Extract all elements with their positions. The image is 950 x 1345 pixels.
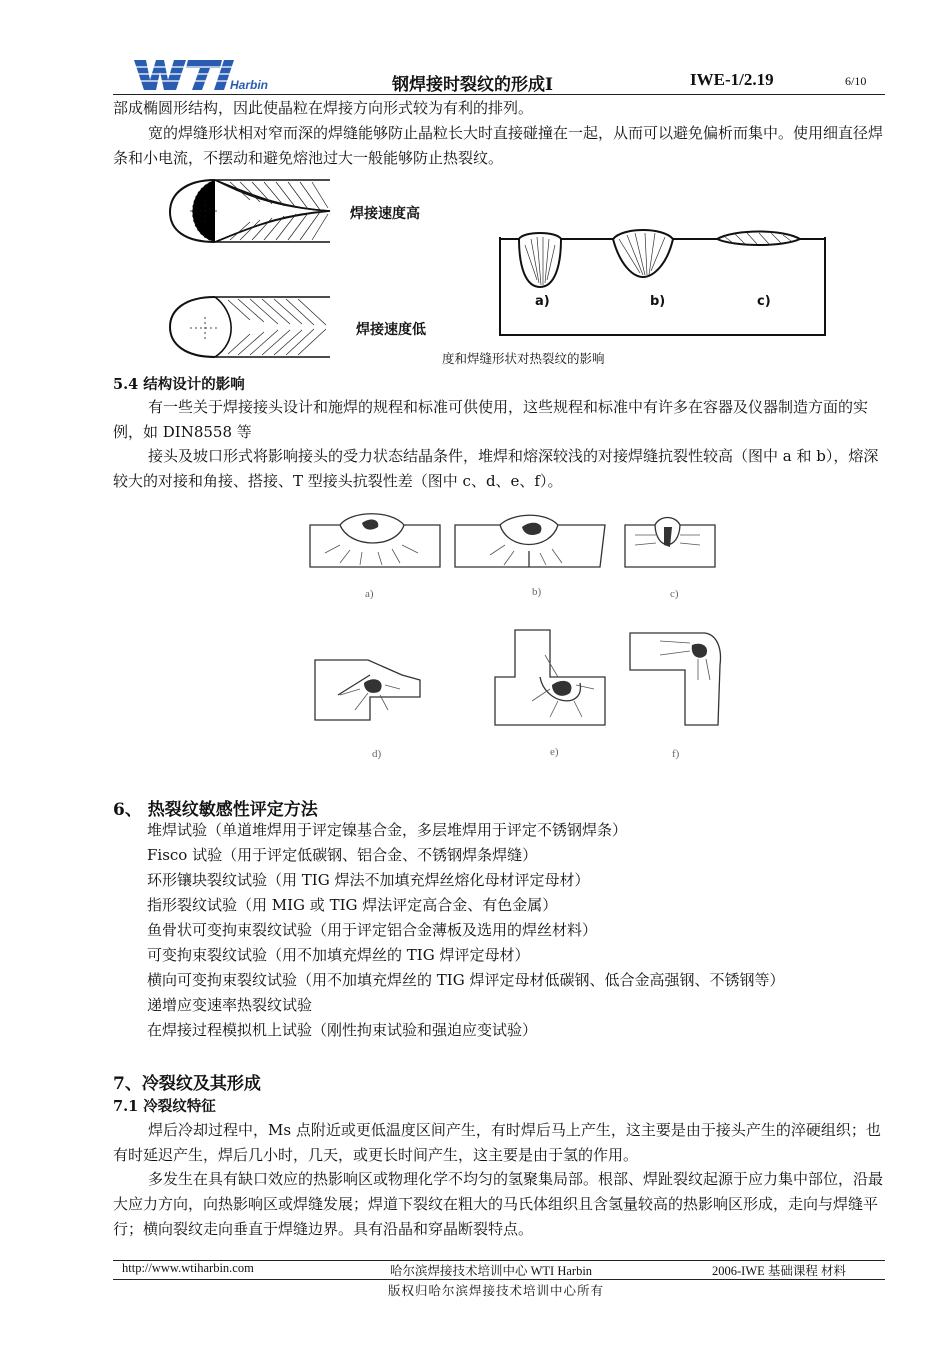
joint-types-figure (300, 505, 730, 765)
footer-url[interactable]: http://www.wtiharbin.com (122, 1261, 254, 1275)
joint-label-e: e) (550, 746, 559, 758)
paragraph-intro-2: 宽的焊缝形状相对窄而深的焊缝能够防止晶粒长大时直接碰撞在一起，从而可以避免偏析而集中。使用细直径焊条和小电流，不摆动和避免熔池过大一般能够防止热裂纹。 (113, 124, 884, 167)
logo (130, 56, 270, 94)
section-7-1-paragraph-1: 焊后冷却过程中，Ms 点附近或更低温度区间产生，有时焊后马上产生，这主要是由于接头产生的淬硬组织；也有时延迟产生，焊后几小时，几天，或更长时间产生，这主要是由于氢的作用。 (113, 1121, 881, 1164)
figure-caption: 度和焊缝形状对热裂纹的影响 (442, 351, 605, 366)
section-5-4-paragraph-2: 接头及坡口形式将影响接头的受力状态结晶条件，堆焊和熔深较浅的对接焊缝抗裂性较高（图中 a 和 b），熔深较大的对接和角接、搭接、T 型接头抗裂性差（图中 c、d、e、f）。 (113, 447, 879, 490)
test-methods-list (147, 818, 784, 1043)
section-5-4-heading: 5.4 结构设计的影响 (113, 376, 245, 393)
joint-label-f: f) (672, 748, 680, 760)
joint-label-b: b) (532, 586, 542, 598)
section-7-1-heading: 7.1 冷裂纹特征 (113, 1098, 216, 1115)
label-b: b) (650, 294, 666, 309)
list-item: 递增应变速率热裂纹试验 (147, 996, 313, 1014)
label-c: c) (757, 294, 771, 309)
logo-sub-text: Harbin (230, 78, 269, 92)
list-item: 鱼骨状可变拘束裂纹试验（用于评定铝合金薄板及选用的焊丝材料） (147, 921, 598, 939)
list-item: 横向可变拘束裂纹试验（用不加填充焊丝的 TIG 焊评定母材低碳钢、低合金高强钢、不锈钢等） (147, 971, 785, 989)
document-code: IWE-1/2.19 (690, 70, 774, 89)
section-7-heading: 7、冷裂纹及其形成 (113, 1074, 261, 1094)
footer-right: 2006-IWE 基础课程 材料 (712, 1264, 847, 1278)
list-item: 环形镶块裂纹试验（用 TIG 焊法不加填充焊丝熔化母材评定母材） (147, 871, 590, 889)
section-6-heading: 6、 热裂纹敏感性评定方法 (113, 800, 318, 820)
list-item: 堆焊试验（单道堆焊用于评定镍基合金，多层堆焊用于评定不锈钢焊条） (147, 821, 628, 839)
footer-copyright: 版权归哈尔滨焊接技术培训中心所有 (388, 1284, 605, 1298)
list-item: Fisco 试验（用于评定低碳钢、铝合金、不锈钢焊条焊缝） (147, 846, 538, 864)
list-item: 指形裂纹试验（用 MIG 或 TIG 焊法评定高合金、有色金属） (147, 896, 558, 914)
footer-center: 哈尔滨焊接技术培训中心 WTI Harbin (390, 1264, 593, 1278)
list-item: 可变拘束裂纹试验（用不加填充焊丝的 TIG 焊评定母材） (147, 946, 530, 964)
footer-divider-bottom (113, 1279, 885, 1280)
section-5-4-paragraph-1: 有一些关于焊接接头设计和施焊的规程和标准可供使用，这些规程和标准中有许多在容器及仪器制造方面的实例，如 DIN8558 等 (113, 398, 869, 441)
joint-label-d: d) (372, 748, 382, 760)
section-7-1-paragraph-2: 多发生在具有缺口效应的热影响区或物理化学不均匀的氢聚集局部。根部、焊趾裂纹起源于应力集中部位，沿最大应力方向，向热影响区或焊缝发展；焊道下裂纹在粗大的马氏体组织且含氢量较高的热影响区形成，走向与焊缝平行；横向裂纹走向垂直于焊缝边界。具有沿晶和穿晶断裂特点。 (113, 1170, 884, 1238)
label-low-speed: 焊接速度低 (356, 322, 426, 338)
joint-label-a: a) (365, 588, 374, 600)
label-high-speed: 焊接速度高 (350, 206, 420, 222)
weld-bead-cross-sections (495, 225, 830, 340)
paragraph-intro-1: 部成椭圆形结构，因此使晶粒在焊接方向形式较为有利的排列。 (113, 99, 534, 117)
list-item: 在焊接过程模拟机上试验（刚性拘束试验和强迫应变试验） (147, 1021, 538, 1039)
label-a: a) (535, 294, 550, 309)
header-divider (113, 94, 885, 95)
weld-pool-shapes-figure (160, 172, 450, 362)
page-title: 钢焊接时裂纹的形成Ⅰ (392, 75, 553, 95)
page-number: 6/10 (845, 74, 867, 88)
joint-label-c: c) (670, 588, 679, 600)
